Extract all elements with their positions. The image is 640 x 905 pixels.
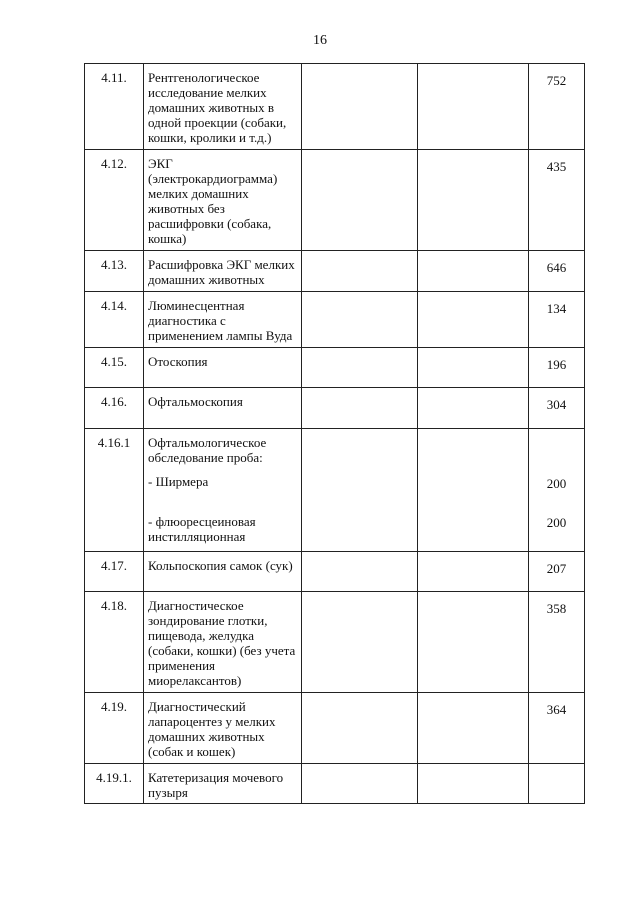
service-price: 646 xyxy=(529,251,585,292)
service-name: Офтальмоскопия xyxy=(144,388,302,429)
table-row xyxy=(85,150,585,251)
table-row xyxy=(85,429,585,552)
service-name: Люминесцентная диагностика с применением лампы Вуда xyxy=(144,292,302,348)
service-name: Офтальмологическое обследование проба: xyxy=(148,435,267,465)
service-number: 4.19. xyxy=(85,693,144,764)
empty-cell xyxy=(418,592,529,693)
empty-cell xyxy=(418,64,529,150)
table-row xyxy=(85,388,585,429)
empty-cell xyxy=(302,64,418,150)
service-number: 4.11. xyxy=(85,64,144,150)
service-price: 200 xyxy=(546,476,567,491)
empty-cell xyxy=(418,429,529,552)
page-number: 16 xyxy=(313,33,327,48)
service-price: 207 xyxy=(529,552,585,592)
table-row xyxy=(85,292,585,348)
service-name: ЭКГ (электрокардиограмма) мелких домашних животных без расшифровки (собака, кошка) xyxy=(144,150,302,251)
empty-cell xyxy=(418,552,529,592)
service-subname: - флюоресцеиновая инстилляционная xyxy=(148,514,256,544)
table-row xyxy=(85,348,585,388)
service-price xyxy=(529,764,585,804)
empty-cell xyxy=(302,552,418,592)
service-number: 4.14. xyxy=(85,292,144,348)
empty-cell xyxy=(302,388,418,429)
service-price: 752 xyxy=(529,64,585,150)
empty-cell xyxy=(418,251,529,292)
empty-cell xyxy=(302,764,418,804)
service-price: 134 xyxy=(529,292,585,348)
service-name: Катетеризация мочевого пузыря xyxy=(144,764,302,804)
service-number: 4.18. xyxy=(85,592,144,693)
service-number: 4.12. xyxy=(85,150,144,251)
service-price: 435 xyxy=(529,150,585,251)
price-table xyxy=(84,63,585,804)
service-name: Отоскопия xyxy=(144,348,302,388)
table-row xyxy=(85,764,585,804)
service-name: Диагностический лапароцентез у мелких домашних животных (собак и кошек) xyxy=(144,693,302,764)
service-price: 200 xyxy=(546,515,567,530)
empty-cell xyxy=(302,292,418,348)
service-number: 4.19.1. xyxy=(85,764,144,804)
empty-cell xyxy=(418,292,529,348)
service-name: Кольпоскопия самок (сук) xyxy=(144,552,302,592)
service-name: Рентгенологическое исследование мелких домашних животных в одной проекции (собаки, кошки, кролики и т.д.) xyxy=(144,64,302,150)
service-name-group xyxy=(144,429,302,552)
empty-cell xyxy=(302,693,418,764)
empty-cell xyxy=(302,150,418,251)
empty-cell xyxy=(418,388,529,429)
empty-cell xyxy=(418,764,529,804)
table-row xyxy=(85,64,585,150)
service-number: 4.16. xyxy=(85,388,144,429)
service-number: 4.16.1 xyxy=(85,429,144,552)
service-number: 4.15. xyxy=(85,348,144,388)
empty-cell xyxy=(418,150,529,251)
service-number: 4.17. xyxy=(85,552,144,592)
service-number: 4.13. xyxy=(85,251,144,292)
table-row xyxy=(85,552,585,592)
table-row xyxy=(85,251,585,292)
service-price-group xyxy=(529,429,585,552)
service-price: 196 xyxy=(529,348,585,388)
empty-cell xyxy=(418,693,529,764)
empty-cell xyxy=(302,348,418,388)
empty-cell xyxy=(302,429,418,552)
empty-cell xyxy=(302,592,418,693)
empty-cell xyxy=(418,348,529,388)
service-name: Диагностическое зондирование глотки, пищевода, желудка (собаки, кошки) (без учета применения миорелаксантов) xyxy=(144,592,302,693)
service-price: 304 xyxy=(529,388,585,429)
table-row xyxy=(85,693,585,764)
service-subname: - Ширмера xyxy=(148,474,209,489)
empty-cell xyxy=(302,251,418,292)
service-price: 364 xyxy=(529,693,585,764)
service-price: 358 xyxy=(529,592,585,693)
table-row xyxy=(85,592,585,693)
service-name: Расшифровка ЭКГ мелких домашних животных xyxy=(144,251,302,292)
